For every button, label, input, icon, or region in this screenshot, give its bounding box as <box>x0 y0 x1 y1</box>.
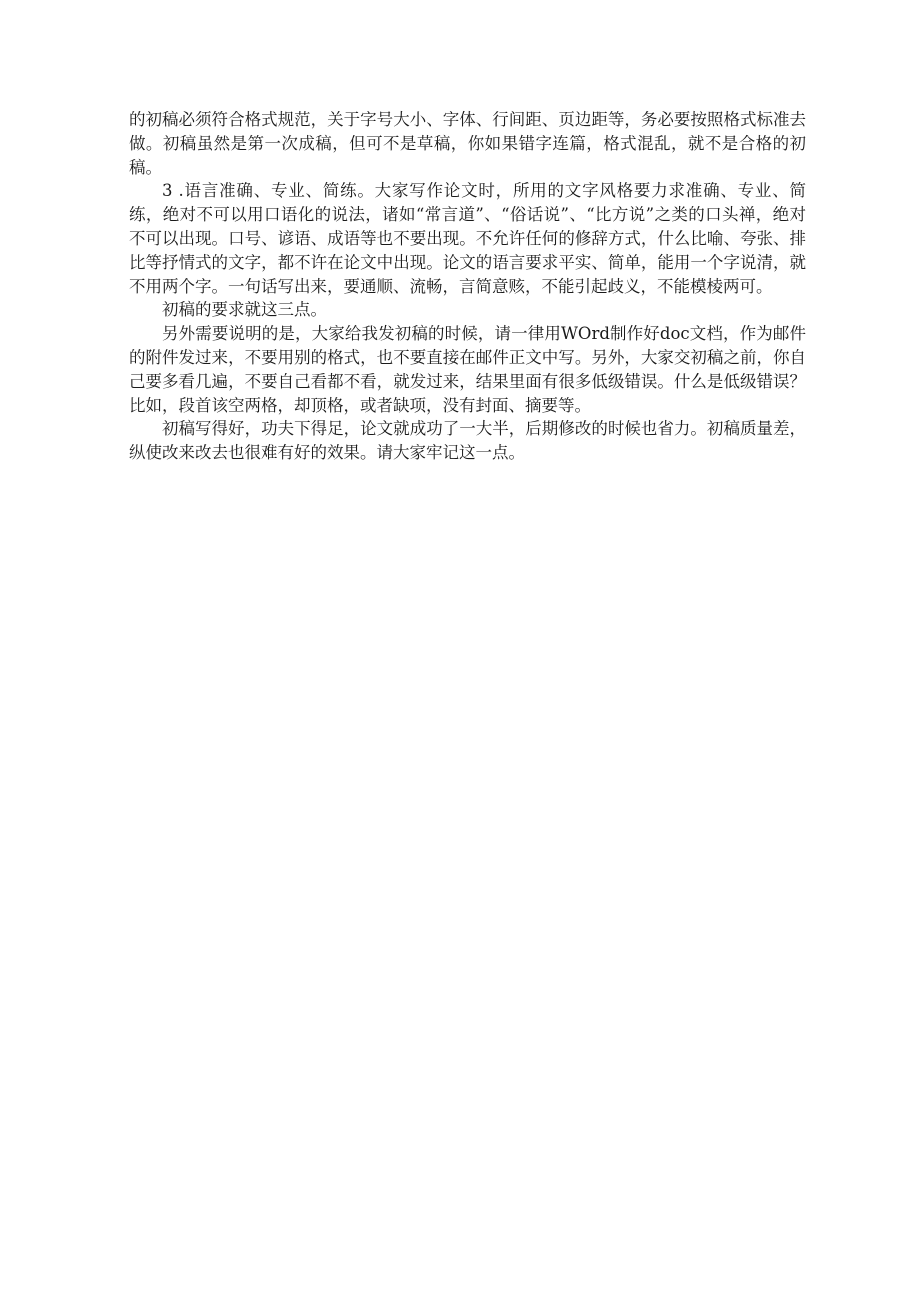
document-body <box>129 108 806 465</box>
paragraph-language-requirement: 3 .语言准确、专业、简练。大家写作论文时，所用的文字风格要力求准确、专业、简练，绝对不可以用口语化的说法，诸如“常言道”、“俗话说”、“比方说”之类的口头禅，绝对不可以出现。口号、谚语、成语等也不要出现。不允许任何的修辞方式，什么比喻、夸张、排比等抒情式的文字，都不许在论文中出现。论文的语言要求平实、简单，能用一个字说清，就不用两个字。一句话写出来，要通顺、流畅，言简意赅，不能引起歧义，不能模棱两可。 <box>129 181 806 296</box>
paragraph-submission-instructions: 另外需要说明的是，大家给我发初稿的时候，请一律用WOrd制作好doc文档，作为邮件的附件发过来，不要用别的格式，也不要直接在邮件正文中写。另外，大家交初稿之前，你自己要多看几遍，不要自己看都不看，就发过来，结果里面有很多低级错误。什么是低级错误？比如，段首该空两格，却顶格，或者缺项，没有封面、摘要等。 <box>129 324 806 415</box>
paragraph-conclusion: 初稿写得好，功夫下得足，论文就成功了一大半，后期修改的时候也省力。初稿质量差，纵使改来改去也很难有好的效果。请大家牢记这一点。 <box>129 419 806 463</box>
paragraph-summary: 初稿的要求就这三点。 <box>162 300 327 320</box>
paragraph-continuation: 的初稿必须符合格式规范，关于字号大小、字体、行间距、页边距等，务必要按照格式标准去做。初稿虽然是第一次成稿，但可不是草稿，你如果错字连篇，格式混乱，就不是合格的初稿。 <box>129 110 806 177</box>
